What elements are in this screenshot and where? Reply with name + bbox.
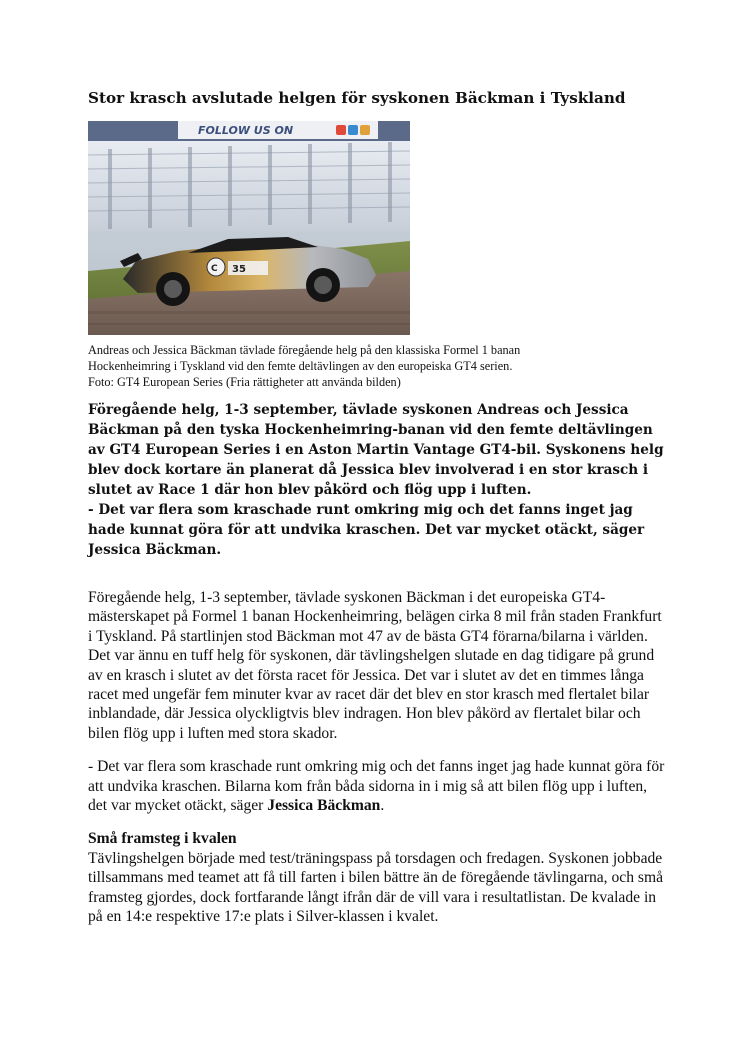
lead-quote: - Det var flera som kraschade runt omkring mig och det fanns inget jag hade kunnat göra för att undvika kraschen. Det var mycket otäckt, säger Jessica Bäckman. xyxy=(88,502,645,558)
article-body xyxy=(88,588,666,927)
photo-caption xyxy=(88,342,666,390)
quote-text: - Det var flera som kraschade runt omkring mig och det fanns inget jag hade kunnat göra för att undvika kraschen. Bilarna kom från båda sidorna in i mig så att bilen flög upp i luften, det var mycket otäckt, säger xyxy=(88,758,665,815)
caption-line: Foto: GT4 European Series (Fria rättigheter att använda bilden) xyxy=(88,375,401,389)
lead-section xyxy=(88,400,666,560)
svg-text:FOLLOW US ON: FOLLOW US ON xyxy=(198,124,294,137)
caption-line: Hockenheimring i Tyskland vid den femte deltävlingen av den europeiska GT4 serien. xyxy=(88,359,513,373)
body-quote xyxy=(88,757,666,815)
article-title: Stor krasch avslutade helgen för syskonen Bäckman i Tyskland xyxy=(88,89,626,107)
svg-text:35: 35 xyxy=(232,264,246,275)
svg-text:C: C xyxy=(211,264,218,274)
lead-paragraph: Föregående helg, 1-3 september, tävlade syskonen Andreas och Jessica Bäckman på den tyska Hockenheimring-banan vid den femte deltävlingen av GT4 European Series i en Aston Martin Vantage GT4-bil. Syskonens helg blev dock kortare än planerat då Jessica blev involverad i en stor krasch i slutet av Race 1 där hon blev påkörd och flög upp i luften. xyxy=(88,402,664,498)
body-paragraph: Föregående helg, 1-3 september, tävlade syskonen Bäckman i det europeiska GT4-mästerskapet på Formel 1 banan Hockenheimring, belägen cirka 8 mil från staden Frankfurt i Tyskland. På startlinjen stod Bäckman mot 47 av de bästa GT4 förarna/bilarna i världen. Det var ännu en tuff helg för syskonen, där tävlingshelgen slutade en dag tidigare på grund av en krasch i slutet av det första racet för Jessica. Det var i slutet av det en timmes långa racet med ungefär fem minuter kvar av racet där det blev en stor krasch med flertalet bilar inblandade, där Jessica olyckligtvis blev indragen. Hon blev påkörd av flertalet bilar och bilen flög upp i luften med stora skador. xyxy=(88,589,662,742)
body-paragraph: Tävlingshelgen började med test/träningspass på torsdagen och fredagen. Syskonen jobbade tillsammans med teamet att få till farten i bilen bättre än de föregående tävlingarna, och små framsteg gjordes, dock fortfarande långt ifrån där de vill vara i resultatlistan. De kvalade in på en 14:e respektive 17:e plats i Silver-klassen i kvalet. xyxy=(88,849,664,926)
article xyxy=(88,88,666,927)
quote-speaker: Jessica Bäckman xyxy=(267,797,381,815)
subheading: Små framsteg i kvalen xyxy=(88,830,237,848)
race-car-photo xyxy=(88,121,410,335)
quote-end: . xyxy=(380,797,385,815)
caption-line: Andreas och Jessica Bäckman tävlade föregående helg på den klassiska Formel 1 banan xyxy=(88,343,521,357)
